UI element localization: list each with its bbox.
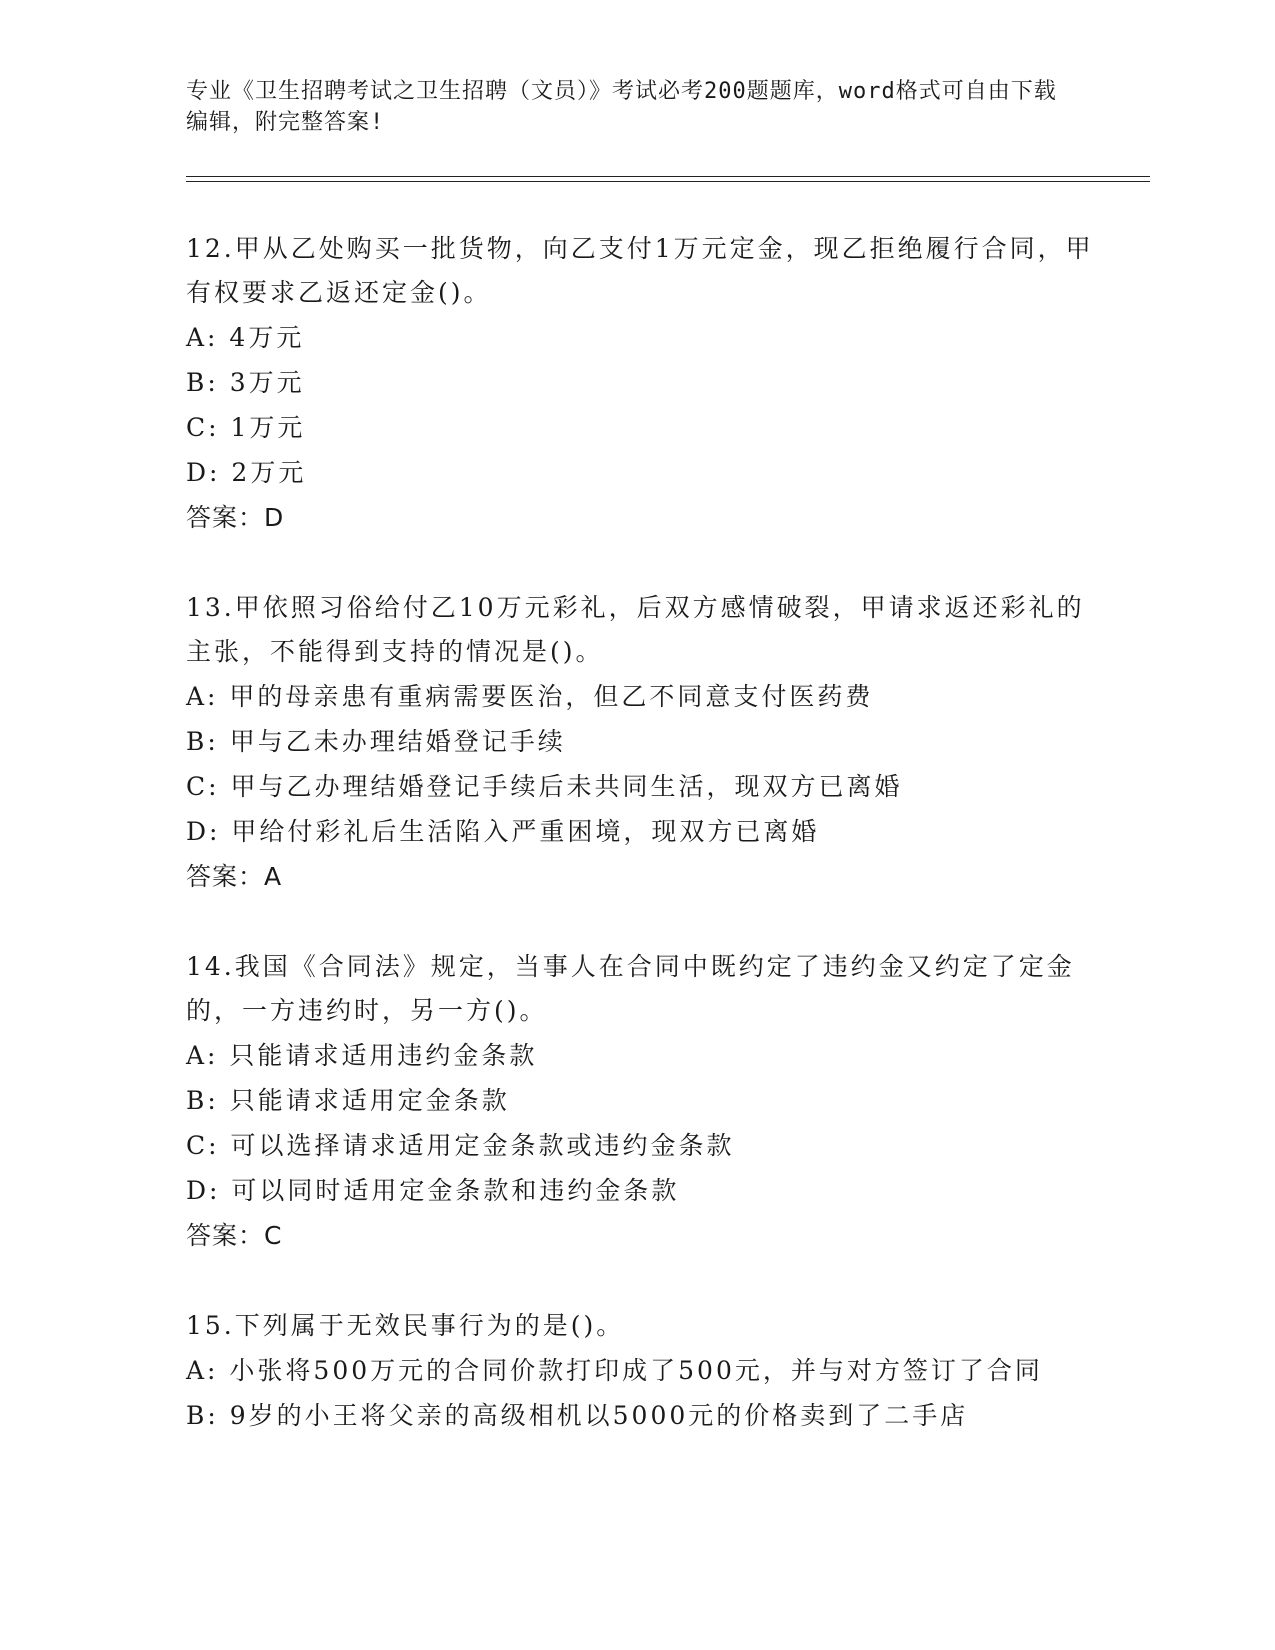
- header-divider: [186, 176, 1150, 177]
- option-d: D: 甲给付彩礼后生活陷入严重困境，现双方已离婚: [186, 817, 820, 846]
- option-b: B: 只能请求适用定金条款: [186, 1086, 510, 1115]
- option-c: C: 甲与乙办理结婚登记手续后未共同生活，现双方已离婚: [186, 772, 903, 801]
- option-a: A: 甲的母亲患有重病需要医治，但乙不同意支付医药费: [186, 682, 874, 711]
- option-b: B: 9岁的小王将父亲的高级相机以5000元的价格卖到了二手店: [186, 1401, 969, 1430]
- answer: 答案：C: [186, 1221, 283, 1250]
- option-b: B: 甲与乙未办理结婚登记手续: [186, 727, 566, 756]
- option-c: C: 1万元: [186, 413, 306, 442]
- answer: 答案：A: [186, 862, 283, 891]
- option-d: D: 可以同时适用定金条款和违约金条款: [186, 1176, 680, 1205]
- question-stem: 15.下列属于无效民事行为的是()。: [186, 1311, 625, 1340]
- question-14: [186, 945, 1106, 1259]
- document-header: 专业《卫生招聘考试之卫生招聘（文员）》考试必考200题题库，word格式可自由下载编辑，附完整答案!: [186, 79, 1057, 135]
- option-a: A: 4万元: [186, 323, 305, 352]
- question-12: [186, 227, 1106, 541]
- answer: 答案：D: [186, 503, 285, 532]
- option-a: A: 只能请求适用违约金条款: [186, 1041, 538, 1070]
- question-stem: 12.甲从乙处购买一批货物，向乙支付1万元定金，现乙拒绝履行合同，甲有权要求乙返还定金()。: [186, 234, 1094, 307]
- question-13: [186, 586, 1106, 900]
- question-stem: 13.甲依照习俗给付乙10万元彩礼，后双方感情破裂，甲请求返还彩礼的主张，不能得到支持的情况是()。: [186, 593, 1085, 666]
- option-b: B: 3万元: [186, 368, 305, 397]
- option-c: C: 可以选择请求适用定金条款或违约金条款: [186, 1131, 735, 1160]
- header-divider: [186, 181, 1150, 182]
- option-d: D: 2万元: [186, 458, 307, 487]
- question-stem: 14.我国《合同法》规定，当事人在合同中既约定了违约金又约定了定金的，一方违约时，另一方()。: [186, 952, 1075, 1025]
- option-a: A: 小张将500万元的合同价款打印成了500元，并与对方签订了合同: [186, 1356, 1043, 1385]
- question-15: [186, 1304, 1106, 1438]
